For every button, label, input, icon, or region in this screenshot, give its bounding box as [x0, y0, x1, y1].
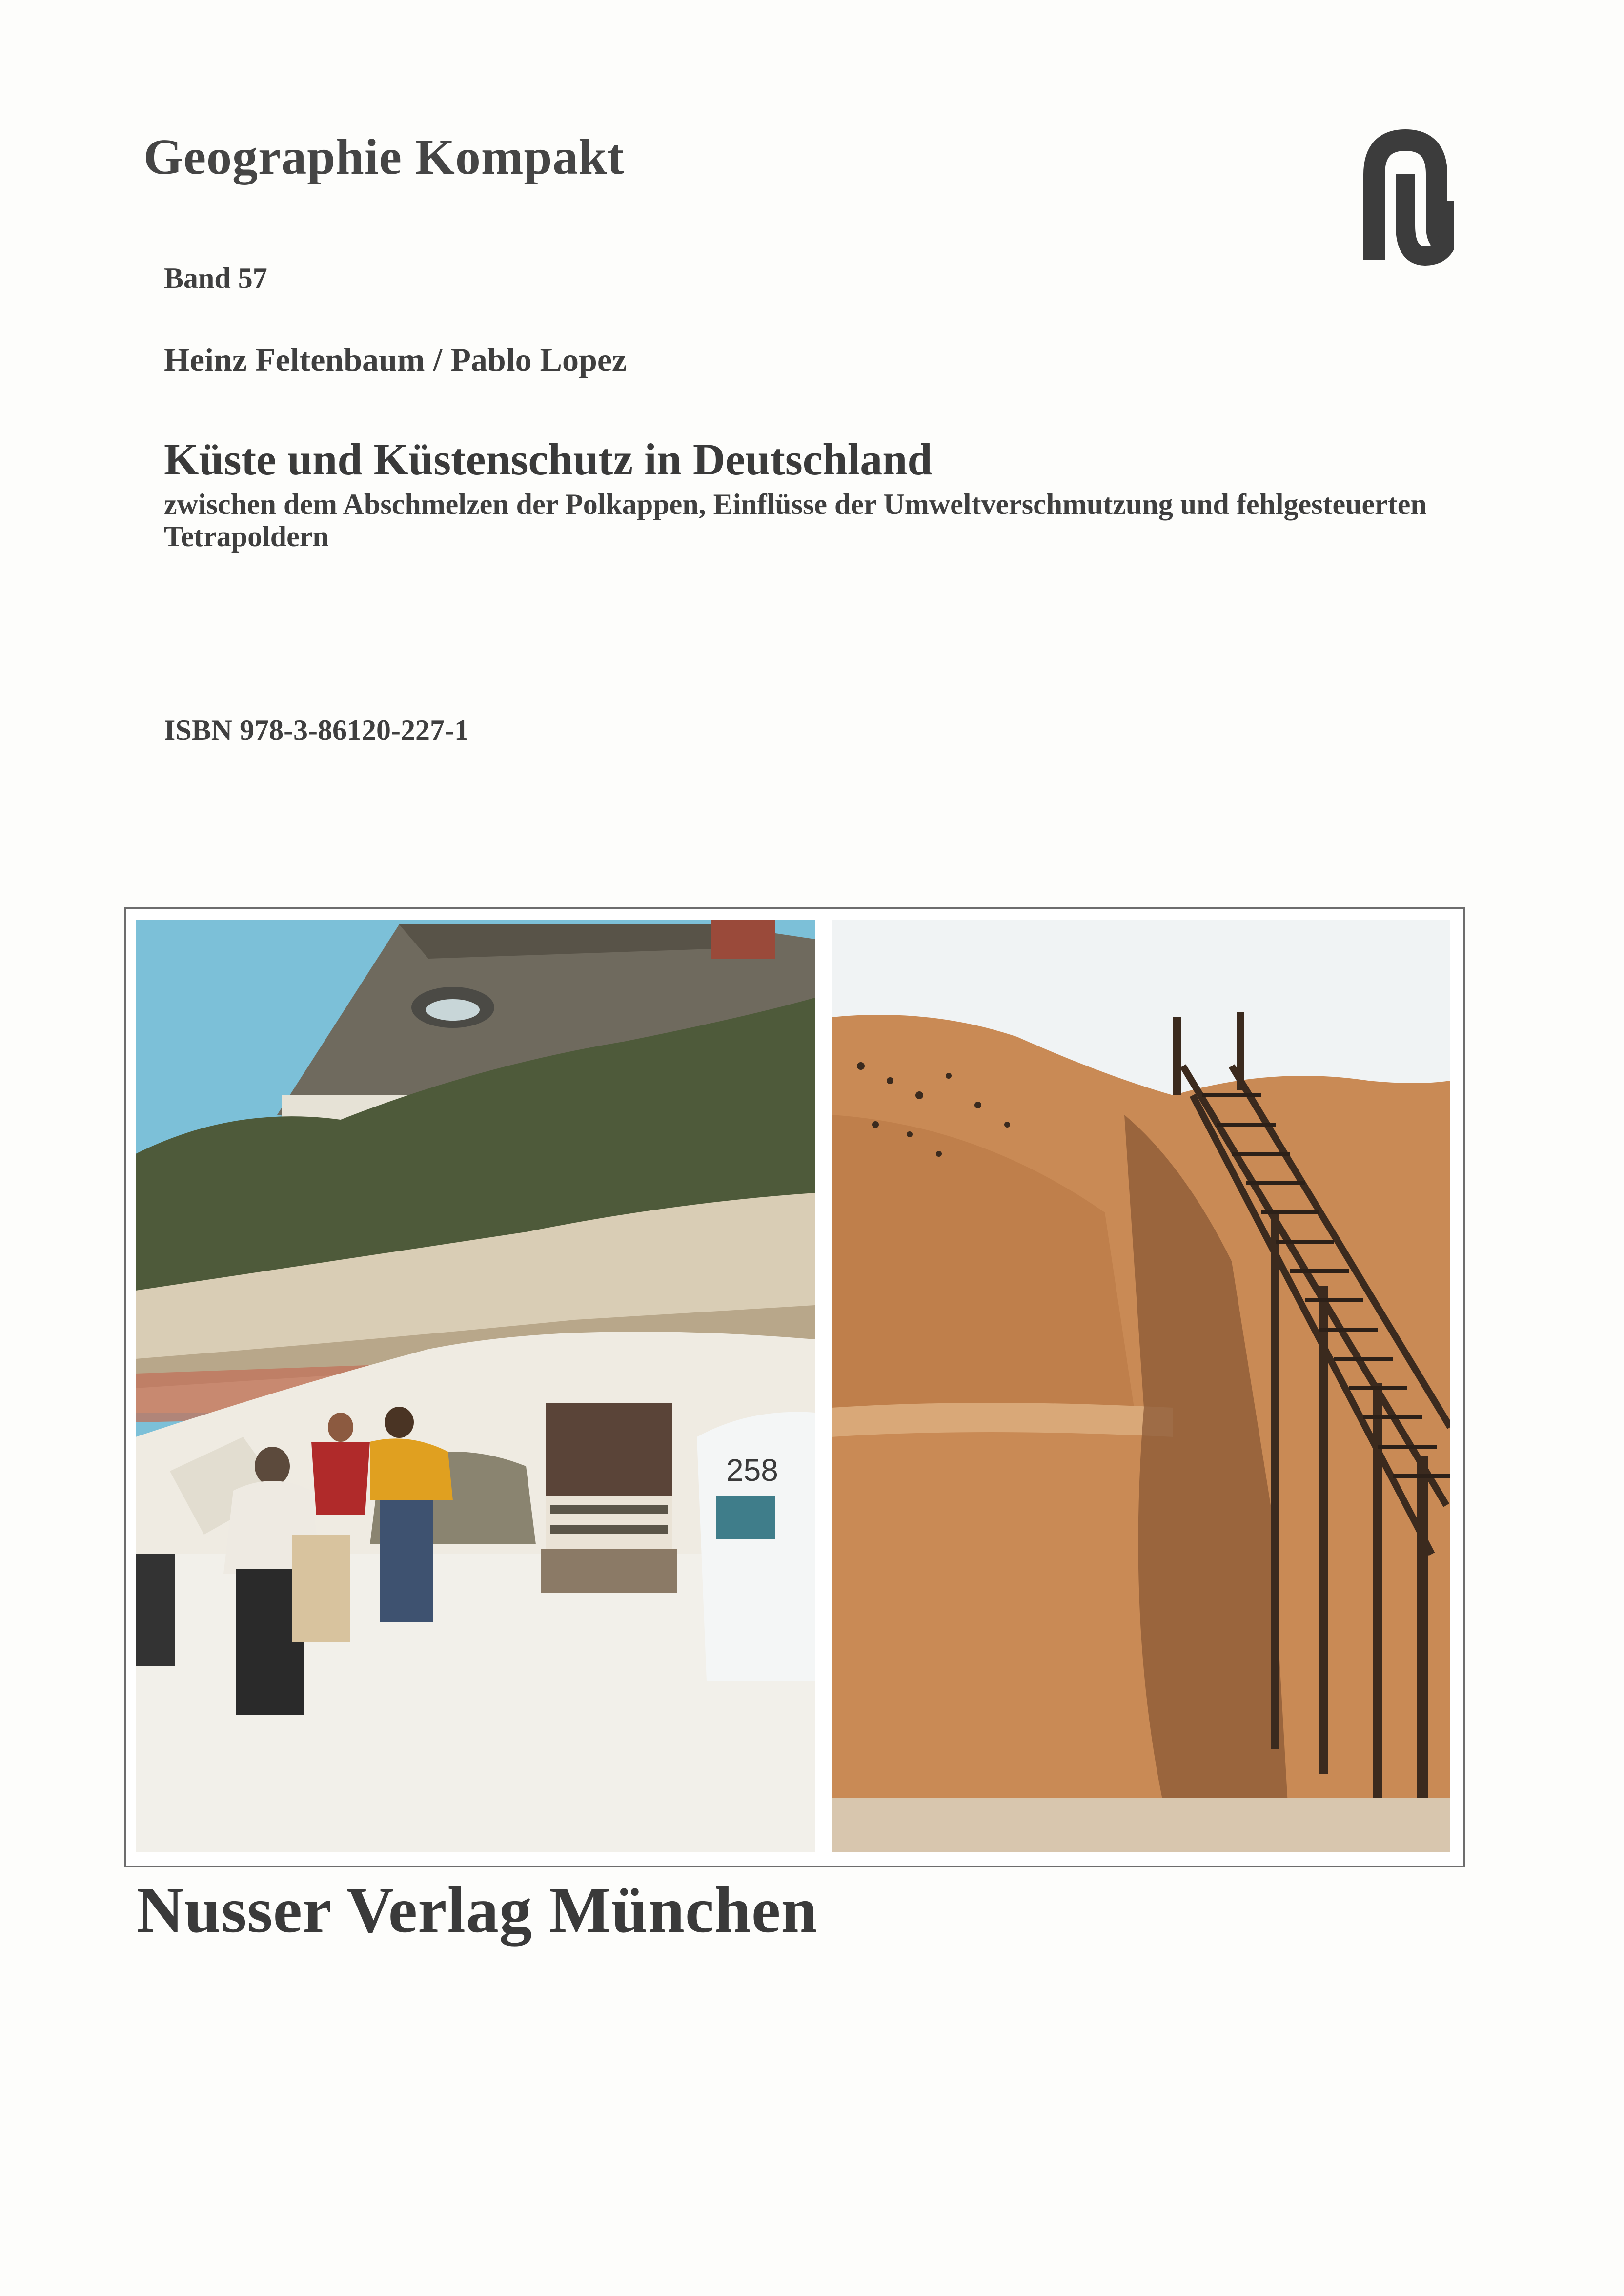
volume-number: Band 57 [164, 262, 267, 294]
authors: Heinz Feltenbaum / Pablo Lopez [164, 341, 627, 378]
beach-chair-number: 258 [726, 1453, 778, 1488]
book-subtitle: zwischen dem Abschmelzen der Polkappen, Einflüsse der Umweltverschmutzung und fehlgesteuerten Tetrapoldern [164, 488, 1427, 553]
series-title: Geographie Kompakt [143, 129, 625, 185]
photo-frame [124, 907, 1465, 1867]
publisher-logo-icon [1357, 128, 1454, 269]
photo-cliff-stairs [832, 920, 1450, 1852]
publisher-name: Nusser Verlag München [137, 1874, 818, 1946]
book-title: Küste und Küstenschutz in Deutschland [164, 434, 933, 484]
photo-beach-house [136, 920, 815, 1852]
isbn: ISBN 978-3-86120-227-1 [164, 714, 469, 746]
